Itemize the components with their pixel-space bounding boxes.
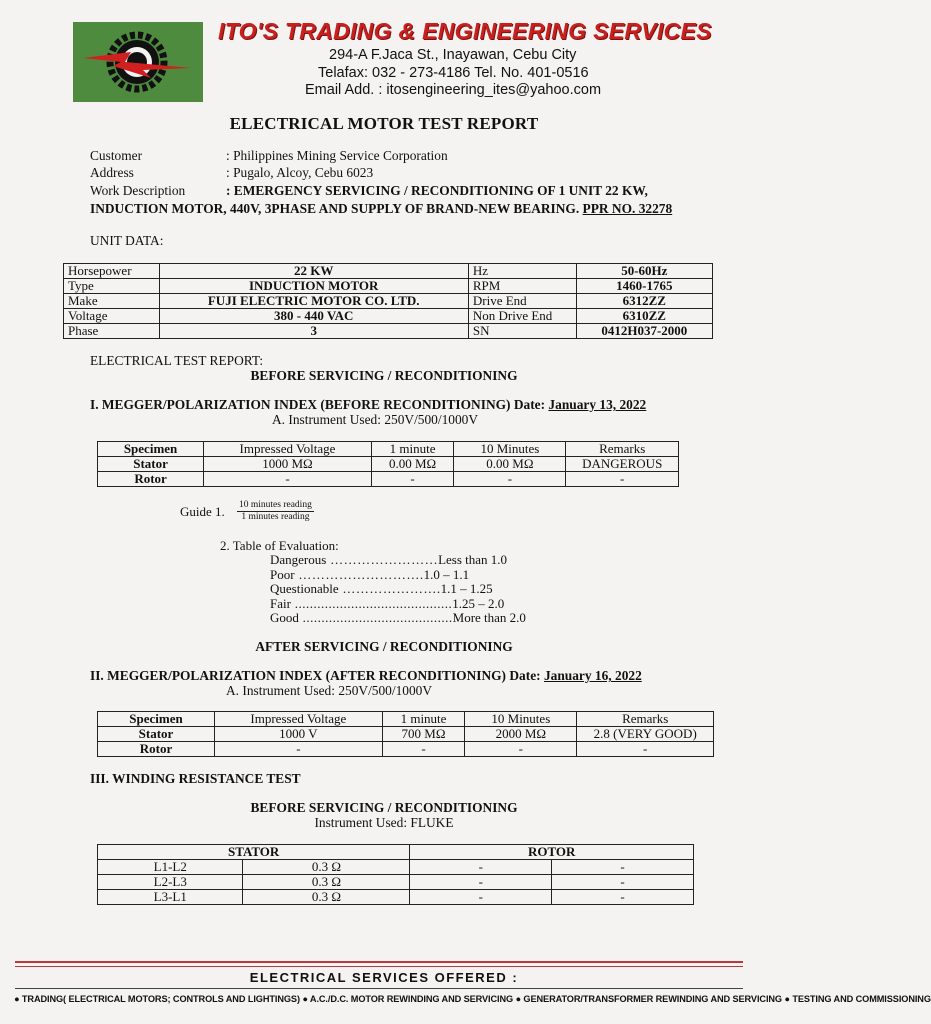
evaluation-range: 1.0 – 1.1 [423, 566, 470, 582]
evaluation-name: Good [270, 610, 299, 626]
work-description-value: : EMERGENCY SERVICING / RECONDITIONING OF 1 UNIT 22 KW, [226, 183, 648, 198]
company-name: ITO'S TRADING & ENGINEERING SERVICES [218, 18, 712, 44]
unit-data-cell: 0412H037-2000 [576, 324, 712, 339]
evaluation-name: Fair [270, 595, 291, 611]
address-value: : Pugalo, Alcoy, Cebu 6023 [226, 165, 374, 180]
table-cell: - [566, 472, 679, 487]
megger-before-table [97, 441, 679, 487]
table-cell: 0.3 Ω [243, 890, 410, 905]
table-cell: 700 MΩ [382, 727, 464, 742]
customer-label: Customer [90, 148, 143, 163]
column-header: Impressed Voltage [214, 712, 382, 727]
guide-formula [237, 500, 314, 523]
unit-data-row [64, 279, 713, 294]
unit-data-cell: Voltage [64, 309, 160, 324]
table-cell: L3-L1 [98, 890, 243, 905]
ppr-number: PPR NO. 32278 [582, 201, 673, 216]
evaluation-name: Dangerous [270, 552, 327, 567]
company-telefax: Telafax: 032 - 273-4186 Tel. No. 401-0516 [318, 65, 589, 81]
after-servicing-heading: AFTER SERVICING / RECONDITIONING [255, 639, 513, 654]
table-cell: - [410, 860, 552, 875]
rotor-header: ROTOR [410, 845, 694, 860]
table-cell: - [454, 472, 566, 487]
guide-numerator: 10 minutes reading [239, 500, 312, 510]
section2-title [90, 668, 642, 684]
unit-data-cell: 6312ZZ [576, 294, 712, 309]
company-address: 294-A F.Jaca St., Inayawan, Cebu City [329, 47, 577, 63]
unit-data-row [64, 324, 713, 339]
table-cell: 2000 MΩ [465, 727, 577, 742]
table-cell: - [204, 472, 372, 487]
table-cell: - [382, 742, 464, 757]
unit-data-cell: Drive End [468, 294, 576, 309]
unit-data-cell: Make [64, 294, 160, 309]
unit-data-label: UNIT DATA: [90, 233, 164, 248]
section1-title-text: I. MEGGER/POLARIZATION INDEX (BEFORE RECONDITIONING) Date: [90, 397, 546, 412]
table-row [98, 860, 694, 875]
evaluation-item [270, 596, 504, 612]
winding-resistance-table [97, 844, 694, 905]
unit-data-cell: RPM [468, 279, 576, 294]
table-cell: - [552, 860, 694, 875]
unit-data-cell: 380 - 440 VAC [159, 309, 468, 324]
table-row [98, 890, 694, 905]
address-label: Address [90, 165, 134, 180]
company-email: Email Add. : itosengineering_ites@yahoo.com [305, 82, 602, 98]
footer-services: ● TRADING( ELECTRICAL MOTORS; CONTROLS AND LIGHTINGS) ● A.C./D.C. MOTOR REWINDING AND SERVICING ● GENERATOR/TRANSFORMER REWINDING AND SERVICING ● TESTING AND COMMISSIONING [14, 994, 931, 1004]
electrical-test-label: ELECTRICAL TEST REPORT: [90, 353, 264, 368]
evaluation-range: 1.25 – 2.0 [452, 595, 505, 611]
unit-data-cell: FUJI ELECTRIC MOTOR CO. LTD. [159, 294, 468, 309]
footer-divider-second [15, 966, 743, 967]
table-cell: 0.3 Ω [243, 875, 410, 890]
company-logo-gear-lightning-icon [73, 22, 203, 102]
section3-instrument: Instrument Used: FLUKE [314, 815, 454, 830]
table-row [98, 742, 714, 757]
table-cell: L2-L3 [98, 875, 243, 890]
work-description-continued [90, 201, 672, 217]
table-cell: Stator [98, 727, 215, 742]
evaluation-range: Less than 1.0 [438, 552, 508, 567]
section2-title-text: II. MEGGER/POLARIZATION INDEX (AFTER RECONDITIONING) Date: [90, 668, 541, 683]
unit-data-row [64, 294, 713, 309]
footer-divider-bottom [15, 988, 743, 989]
column-header: Impressed Voltage [204, 442, 372, 457]
section1-date: January 13, 2022 [548, 397, 647, 412]
section2-instrument: A. Instrument Used: 250V/500/1000V [226, 683, 433, 698]
column-header: Specimen [98, 712, 215, 727]
work-description-line2: INDUCTION MOTOR, 440V, 3PHASE AND SUPPLY OF BRAND-NEW BEARING. [90, 201, 580, 216]
unit-data-cell: 1460-1765 [576, 279, 712, 294]
unit-data-row [64, 309, 713, 324]
footer-title: ELECTRICAL SERVICES OFFERED : [249, 970, 519, 985]
table-cell: Stator [98, 457, 204, 472]
evaluation-leader: .......................................... [290, 595, 453, 611]
column-header: Remarks [577, 712, 714, 727]
unit-data-cell: 22 KW [159, 264, 468, 279]
table-cell: - [214, 742, 382, 757]
column-header: 1 minute [371, 442, 453, 457]
evaluation-leader: …………………. [338, 581, 441, 597]
evaluation-range: More than 2.0 [452, 610, 526, 626]
table-cell: Rotor [98, 472, 204, 487]
column-header: 10 Minutes [465, 712, 577, 727]
table-cell: 2.8 (VERY GOOD) [577, 727, 714, 742]
column-header: 10 Minutes [454, 442, 566, 457]
table-cell: 1000 V [214, 727, 382, 742]
table-cell: - [465, 742, 577, 757]
unit-data-cell: 3 [159, 324, 468, 339]
column-header: Specimen [98, 442, 204, 457]
unit-data-cell: Phase [64, 324, 160, 339]
section3-title: III. WINDING RESISTANCE TEST [90, 771, 301, 786]
customer-value: : Philippines Mining Service Corporation [226, 148, 448, 163]
table-row [98, 472, 679, 487]
footer-divider-top [15, 961, 743, 963]
table-cell: 0.3 Ω [243, 860, 410, 875]
evaluation-leader: ........................................ [298, 610, 453, 626]
section3-before-heading: BEFORE SERVICING / RECONDITIONING [250, 800, 518, 815]
table-row [98, 875, 694, 890]
unit-data-cell: 6310ZZ [576, 309, 712, 324]
table-cell: - [410, 875, 552, 890]
table-cell: - [371, 472, 453, 487]
table-cell: - [552, 875, 694, 890]
evaluation-item [270, 552, 507, 568]
evaluation-label: 2. Table of Evaluation: [220, 538, 339, 553]
work-description-label: Work Description [90, 183, 186, 198]
section1-title [90, 397, 646, 413]
evaluation-item [270, 610, 526, 626]
table-cell: 0.00 MΩ [371, 457, 453, 472]
unit-data-table [63, 263, 713, 339]
before-servicing-heading: BEFORE SERVICING / RECONDITIONING [250, 368, 518, 383]
column-header: 1 minute [382, 712, 464, 727]
unit-data-cell: SN [468, 324, 576, 339]
table-row [98, 727, 714, 742]
table-cell: L1-L2 [98, 860, 243, 875]
unit-data-cell: Type [64, 279, 160, 294]
unit-data-cell: Non Drive End [468, 309, 576, 324]
evaluation-item [270, 581, 493, 597]
table-cell: Rotor [98, 742, 215, 757]
evaluation-name: Poor [270, 566, 295, 582]
unit-data-cell: 50-60Hz [576, 264, 712, 279]
unit-data-row [64, 264, 713, 279]
section2-date: January 16, 2022 [543, 668, 642, 683]
evaluation-name: Questionable [270, 581, 339, 597]
table-cell: 0.00 MΩ [454, 457, 566, 472]
guide-label: Guide 1. [180, 504, 225, 519]
table-header-row [98, 442, 679, 457]
stator-header: STATOR [98, 845, 410, 860]
table-cell: - [577, 742, 714, 757]
table-cell: 1000 MΩ [204, 457, 372, 472]
unit-data-cell: Horsepower [64, 264, 160, 279]
megger-after-table [97, 711, 714, 757]
report-title: ELECTRICAL MOTOR TEST REPORT [229, 114, 539, 133]
table-cell: - [552, 890, 694, 905]
evaluation-range: 1.1 – 1.25 [440, 581, 493, 597]
table-row [98, 457, 679, 472]
evaluation-leader: …………………… [326, 552, 439, 567]
table-cell: DANGEROUS [566, 457, 679, 472]
table-header-row [98, 712, 714, 727]
evaluation-item [270, 567, 469, 583]
unit-data-cell: INDUCTION MOTOR [159, 279, 468, 294]
unit-data-cell: Hz [468, 264, 576, 279]
evaluation-leader: ………………………. [294, 566, 424, 582]
guide-denominator: 1 minutes reading [241, 512, 310, 522]
section1-instrument: A. Instrument Used: 250V/500/1000V [272, 412, 479, 427]
column-header: Remarks [566, 442, 679, 457]
table-cell: - [410, 890, 552, 905]
